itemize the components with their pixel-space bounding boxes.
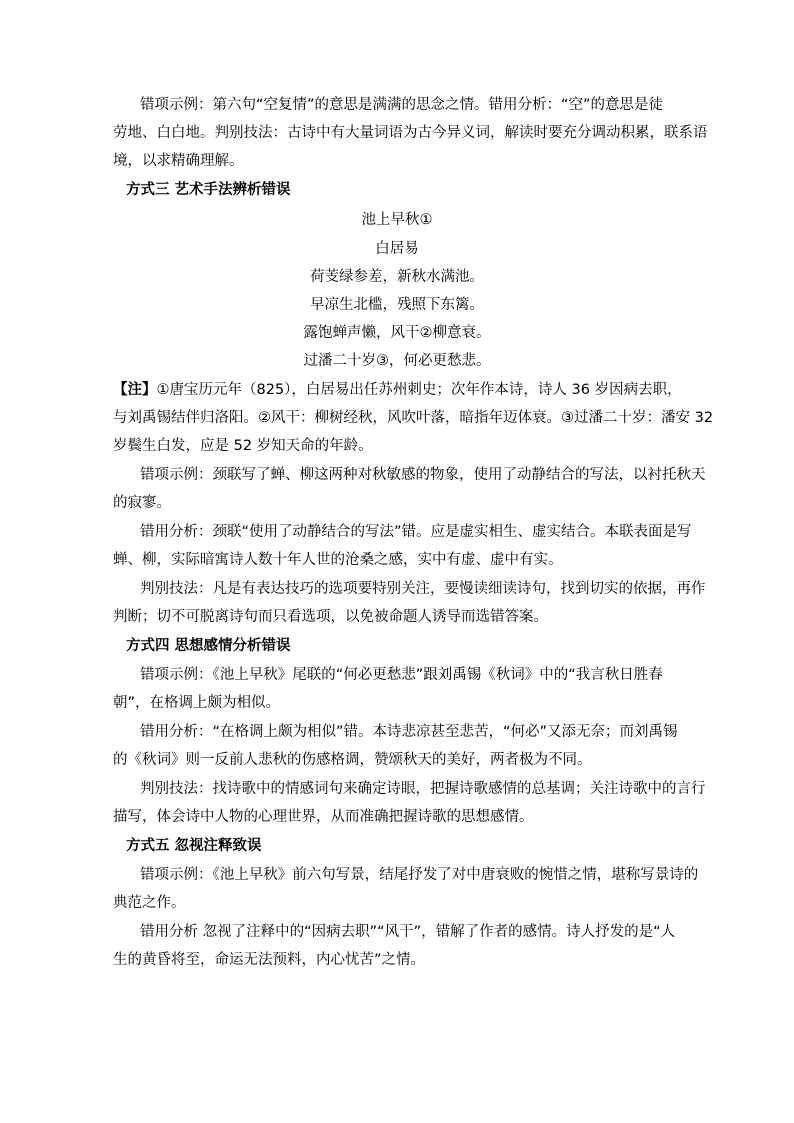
note-label: 【注】 <box>113 382 157 398</box>
paragraph-line: 朝”，在格调上颇为相似。 <box>113 695 281 711</box>
note-line: 岁鬓生白发，应是 52 岁知天命的年龄。 <box>113 438 373 454</box>
paragraph-line: 判断；切不可脱离诗句而只看选项，以免被命题人诱导而选错答案。 <box>113 609 548 625</box>
poem-line: 过潘二十岁③，何必更愁悲。 <box>303 353 491 369</box>
paragraph-line: 蝉、柳，实际暗寓诗人数十年人世的沧桑之感，实中有虚、虚中有实。 <box>113 552 563 568</box>
poem-line: 早凉生北槛，残照下东篱。 <box>310 297 484 313</box>
paragraph-line: 的《秋词》则一反前人悲秋的伤感格调，赞颂秋天的美好，两者极为不同。 <box>113 752 592 768</box>
paragraph-line: 错项示例：第六句“空复情”的意思是满满的思念之情。错用分析：“空”的意思是徒 <box>140 97 664 113</box>
paragraph-line: 典范之作。 <box>113 895 186 911</box>
poem-line: 露饱蝉声懒，风干②柳意衰。 <box>303 325 491 341</box>
section-heading: 方式四 思想感情分析错误 <box>126 638 291 654</box>
paragraph-line: 境，以求精确理解。 <box>113 153 244 169</box>
paragraph-line: 生的黄昏将至，命运无法预料，内心忧苦”之情。 <box>113 952 426 968</box>
paragraph-line: 错用分析：颈联“使用了动静结合的写法”错。应是虚实相生、虚实结合。本联表面是写 <box>140 524 692 540</box>
poem-author: 白居易 <box>375 241 419 257</box>
section-heading: 方式三 艺术手法辨析错误 <box>126 182 291 198</box>
paragraph-line: 描写，体会诗中人物的心理世界，从而准确把握诗歌的思想感情。 <box>113 809 534 825</box>
paragraph-line: 错项示例：《池上早秋》尾联的“何必更愁悲”跟刘禹锡《秋词》中的“我言秋日胜春 <box>140 667 663 683</box>
paragraph-line: 错用分析 忽视了注释中的“因病去职”“风干”，错解了作者的感情。诗人抒发的是“人 <box>140 924 676 940</box>
note-line: 与刘禹锡结伴归洛阳。②风干：柳树经秋，风吹叶落，暗指年迈体衰。③过潘二十岁：潘安 32 <box>113 410 714 426</box>
paragraph-line: 劳地、白白地。判别技法：古诗中有大量词语为古今异义词，解读时要充分调动积累，联系语 <box>113 125 708 141</box>
paragraph-line: 错用分析：“在格调上颇为相似”错。本诗悲凉甚至悲苦，“何必”又添无奈；而刘禹锡 <box>140 724 678 740</box>
paragraph-line: 错项示例：《池上早秋》前六句写景，结尾抒发了对中唐衰败的惋惜之情，堪称写景诗的 <box>140 867 699 883</box>
poem-line: 荷芰绿参差，新秋水满池。 <box>310 269 484 285</box>
paragraph-line: 判别技法：凡是有表达技巧的选项要特别关注，要慢读细读诗句，找到切实的依据，再作 <box>140 581 706 597</box>
paragraph-line: 错项示例：颈联写了蝉、柳这两种对秋敏感的物象，使用了动静结合的写法，以衬托秋天 <box>140 467 706 483</box>
paragraph-line: 判别技法：找诗歌中的情感词句来确定诗眼，把握诗歌感情的总基调；关注诗歌中的言行 <box>140 781 706 797</box>
note-text: ①唐宝历元年（825），白居易出任苏州刺史；次年作本诗，诗人 36 岁因病去职， <box>156 382 682 398</box>
poem-title: 池上早秋① <box>361 212 433 228</box>
paragraph-line: 的寂寥。 <box>113 495 171 511</box>
note-line <box>0 380 794 400</box>
section-heading: 方式五 忽视注释致误 <box>126 838 262 854</box>
